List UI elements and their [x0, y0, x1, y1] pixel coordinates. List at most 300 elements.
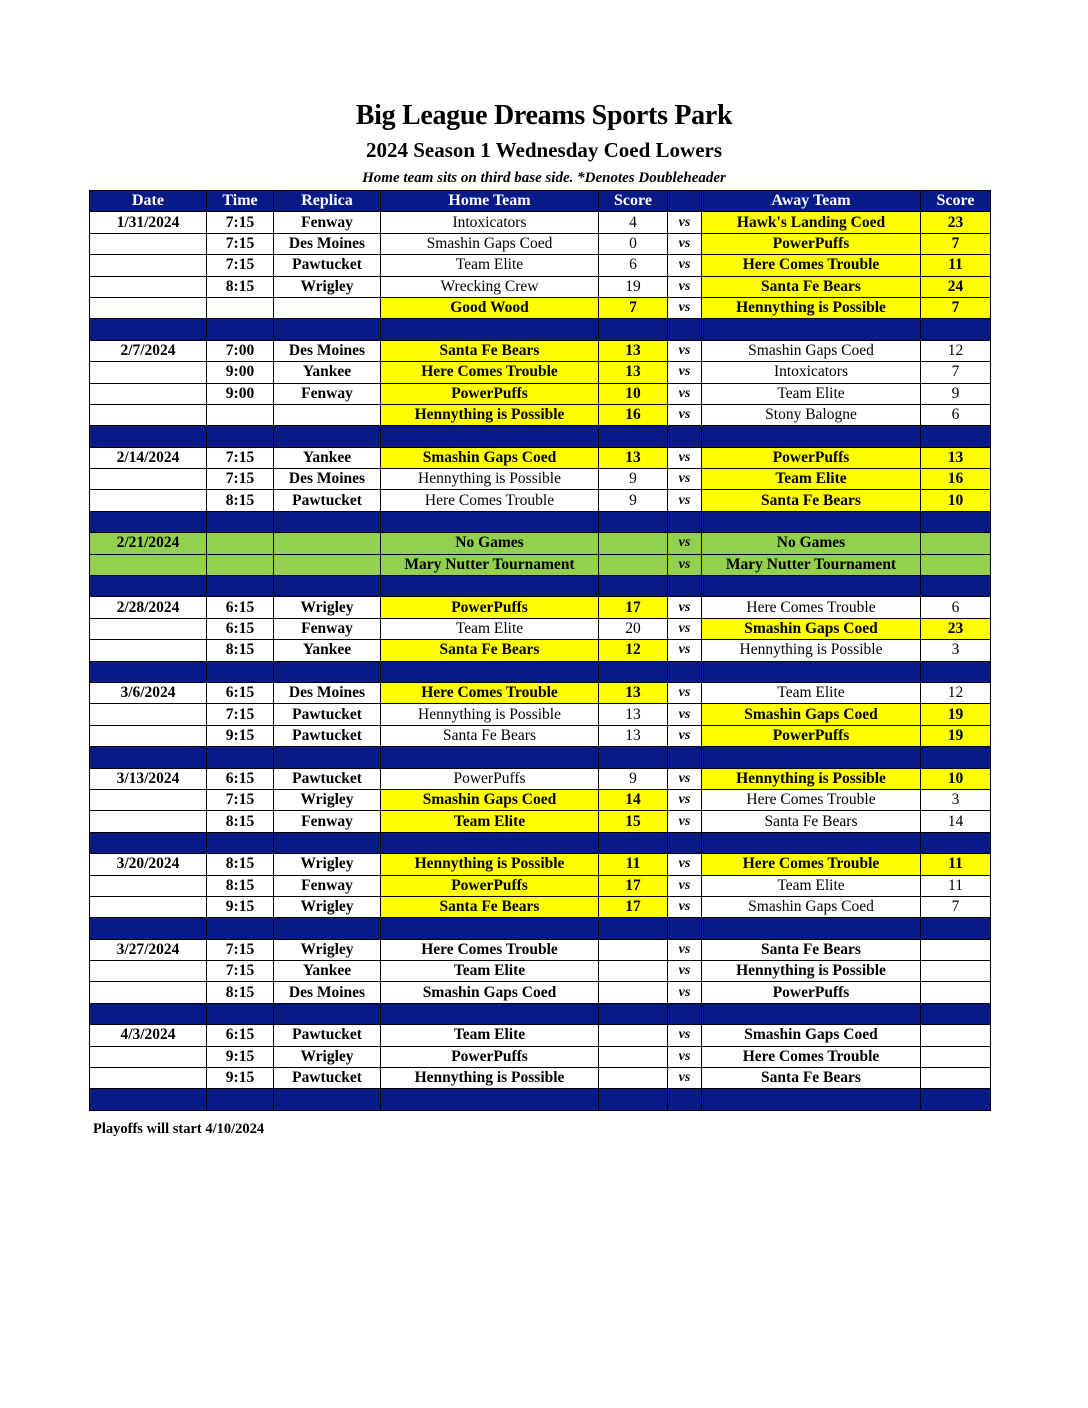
away-score-cell: 6	[921, 404, 991, 425]
away-team-cell: Here Comes Trouble	[702, 1046, 921, 1067]
home-team-cell: PowerPuffs	[381, 1046, 599, 1067]
vs-cell: vs	[668, 768, 702, 789]
away-score-cell: 23	[921, 618, 991, 639]
replica-cell: Wrigley	[274, 854, 381, 875]
vs-cell: vs	[668, 447, 702, 468]
home-score-cell	[599, 961, 668, 982]
home-team-cell: Team Elite	[381, 255, 599, 276]
away-team-cell: Here Comes Trouble	[702, 255, 921, 276]
date-cell	[90, 1046, 207, 1067]
date-cell: 2/21/2024	[90, 533, 207, 554]
vs-cell: vs	[668, 1025, 702, 1046]
date-cell	[90, 233, 207, 254]
separator-cell	[599, 319, 668, 340]
separator-row	[90, 1089, 991, 1110]
date-cell	[90, 383, 207, 404]
replica-cell: Yankee	[274, 447, 381, 468]
time-cell: 7:15	[207, 939, 274, 960]
separator-cell	[668, 832, 702, 853]
replica-cell	[274, 554, 381, 575]
separator-cell	[668, 747, 702, 768]
vs-cell: vs	[668, 640, 702, 661]
away-score-cell: 7	[921, 297, 991, 318]
home-team-cell: Santa Fe Bears	[381, 896, 599, 917]
separator-cell	[274, 832, 381, 853]
date-cell	[90, 255, 207, 276]
vs-cell: vs	[668, 704, 702, 725]
separator-cell	[921, 832, 991, 853]
away-team-cell: Santa Fe Bears	[702, 811, 921, 832]
away-score-cell: 7	[921, 233, 991, 254]
time-cell	[207, 533, 274, 554]
home-score-cell	[599, 1046, 668, 1067]
home-score-cell: 13	[599, 704, 668, 725]
separator-cell	[274, 426, 381, 447]
playoffs-note: Playoffs will start 4/10/2024	[93, 1121, 265, 1137]
game-row	[90, 768, 991, 789]
away-team-cell: Smashin Gaps Coed	[702, 1025, 921, 1046]
vs-cell: vs	[668, 1068, 702, 1089]
away-score-cell: 24	[921, 276, 991, 297]
home-team-cell: PowerPuffs	[381, 875, 599, 896]
separator-cell	[599, 511, 668, 532]
home-team-cell: Mary Nutter Tournament	[381, 554, 599, 575]
page-title: Big League Dreams Sports Park	[355, 100, 733, 131]
separator-cell	[599, 918, 668, 939]
no-games-row	[90, 554, 991, 575]
time-cell: 6:15	[207, 1025, 274, 1046]
time-cell: 6:15	[207, 682, 274, 703]
replica-cell: Yankee	[274, 961, 381, 982]
vs-cell: vs	[668, 276, 702, 297]
home-team-cell: Santa Fe Bears	[381, 340, 599, 361]
game-row	[90, 811, 991, 832]
separator-cell	[921, 576, 991, 597]
separator-cell	[90, 747, 207, 768]
no-games-row	[90, 533, 991, 554]
game-row	[90, 469, 991, 490]
separator-cell	[90, 511, 207, 532]
home-team-cell: Team Elite	[381, 811, 599, 832]
separator-cell	[702, 832, 921, 853]
separator-cell	[668, 1003, 702, 1024]
vs-cell: vs	[668, 854, 702, 875]
game-row	[90, 212, 991, 233]
away-score-cell: 7	[921, 362, 991, 383]
col-header-date: Date	[90, 191, 207, 212]
separator-cell	[207, 576, 274, 597]
vs-cell: vs	[668, 725, 702, 746]
time-cell: 8:15	[207, 811, 274, 832]
vs-cell: vs	[668, 362, 702, 383]
game-row	[90, 362, 991, 383]
home-team-cell: Smashin Gaps Coed	[381, 447, 599, 468]
away-score-cell	[921, 1046, 991, 1067]
separator-cell	[90, 832, 207, 853]
time-cell: 7:15	[207, 212, 274, 233]
replica-cell	[274, 297, 381, 318]
date-cell	[90, 704, 207, 725]
separator-cell	[274, 319, 381, 340]
away-team-cell: Stony Balogne	[702, 404, 921, 425]
vs-cell: vs	[668, 212, 702, 233]
time-cell: 8:15	[207, 640, 274, 661]
replica-cell: Pawtucket	[274, 704, 381, 725]
away-team-cell: Here Comes Trouble	[702, 854, 921, 875]
vs-cell: vs	[668, 875, 702, 896]
home-team-cell: Here Comes Trouble	[381, 362, 599, 383]
home-score-cell	[599, 1068, 668, 1089]
separator-cell	[599, 832, 668, 853]
time-cell	[207, 297, 274, 318]
date-cell: 3/6/2024	[90, 682, 207, 703]
time-cell: 7:15	[207, 447, 274, 468]
vs-cell: vs	[668, 490, 702, 511]
vs-cell: vs	[668, 297, 702, 318]
separator-cell	[702, 1089, 921, 1110]
time-cell: 9:15	[207, 896, 274, 917]
replica-cell: Wrigley	[274, 1046, 381, 1067]
away-team-cell: Hennything is Possible	[702, 640, 921, 661]
separator-cell	[702, 1003, 921, 1024]
separator-cell	[599, 576, 668, 597]
separator-cell	[702, 747, 921, 768]
time-cell: 9:00	[207, 362, 274, 383]
game-row	[90, 1068, 991, 1089]
home-score-cell: 4	[599, 212, 668, 233]
home-score-cell: 16	[599, 404, 668, 425]
time-cell: 7:15	[207, 255, 274, 276]
time-cell	[207, 404, 274, 425]
game-row	[90, 961, 991, 982]
game-row	[90, 789, 991, 810]
separator-cell	[599, 661, 668, 682]
date-cell	[90, 618, 207, 639]
home-team-cell: No Games	[381, 533, 599, 554]
home-score-cell: 11	[599, 854, 668, 875]
away-score-cell: 13	[921, 447, 991, 468]
vs-cell: vs	[668, 533, 702, 554]
game-row	[90, 597, 991, 618]
home-score-cell	[599, 554, 668, 575]
separator-cell	[599, 747, 668, 768]
time-cell: 7:15	[207, 789, 274, 810]
separator-row	[90, 576, 991, 597]
separator-cell	[90, 1089, 207, 1110]
away-team-cell: Smashin Gaps Coed	[702, 896, 921, 917]
time-cell: 7:15	[207, 961, 274, 982]
home-score-cell	[599, 1025, 668, 1046]
separator-cell	[921, 319, 991, 340]
separator-cell	[207, 1089, 274, 1110]
home-score-cell: 13	[599, 340, 668, 361]
game-row	[90, 297, 991, 318]
separator-cell	[921, 426, 991, 447]
separator-cell	[921, 511, 991, 532]
game-row	[90, 640, 991, 661]
separator-cell	[381, 918, 599, 939]
replica-cell: Wrigley	[274, 939, 381, 960]
separator-row	[90, 1003, 991, 1024]
away-team-cell: No Games	[702, 533, 921, 554]
vs-cell: vs	[668, 1046, 702, 1067]
away-team-cell: Santa Fe Bears	[702, 939, 921, 960]
replica-cell: Pawtucket	[274, 255, 381, 276]
date-cell	[90, 469, 207, 490]
page-subtitle: 2024 Season 1 Wednesday Coed Lowers	[365, 138, 723, 162]
time-cell: 9:15	[207, 1046, 274, 1067]
time-cell: 7:15	[207, 469, 274, 490]
away-score-cell: 11	[921, 875, 991, 896]
away-team-cell: Intoxicators	[702, 362, 921, 383]
date-cell	[90, 404, 207, 425]
replica-cell: Des Moines	[274, 340, 381, 361]
vs-cell: vs	[668, 554, 702, 575]
separator-cell	[599, 1003, 668, 1024]
replica-cell: Pawtucket	[274, 725, 381, 746]
date-cell	[90, 554, 207, 575]
home-team-cell: Wrecking Crew	[381, 276, 599, 297]
date-cell	[90, 297, 207, 318]
separator-cell	[702, 319, 921, 340]
date-cell: 3/20/2024	[90, 854, 207, 875]
away-score-cell: 19	[921, 725, 991, 746]
game-row	[90, 982, 991, 1003]
away-team-cell: Smashin Gaps Coed	[702, 704, 921, 725]
replica-cell: Wrigley	[274, 276, 381, 297]
separator-cell	[381, 747, 599, 768]
time-cell: 9:15	[207, 1068, 274, 1089]
away-score-cell: 9	[921, 383, 991, 404]
col-header-away-team: Away Team	[702, 191, 921, 212]
separator-cell	[274, 747, 381, 768]
separator-cell	[668, 511, 702, 532]
replica-cell: Fenway	[274, 811, 381, 832]
date-cell	[90, 982, 207, 1003]
game-row	[90, 447, 991, 468]
away-score-cell	[921, 533, 991, 554]
game-row	[90, 233, 991, 254]
away-score-cell	[921, 961, 991, 982]
time-cell: 8:15	[207, 490, 274, 511]
separator-cell	[207, 1003, 274, 1024]
date-cell: 2/7/2024	[90, 340, 207, 361]
away-score-cell: 11	[921, 854, 991, 875]
away-team-cell: Hawk's Landing Coed	[702, 212, 921, 233]
away-team-cell: Hennything is Possible	[702, 961, 921, 982]
separator-row	[90, 832, 991, 853]
date-cell: 1/31/2024	[90, 212, 207, 233]
away-score-cell: 12	[921, 340, 991, 361]
separator-cell	[381, 661, 599, 682]
time-cell: 6:15	[207, 618, 274, 639]
time-cell: 8:15	[207, 854, 274, 875]
replica-cell: Fenway	[274, 618, 381, 639]
separator-cell	[702, 426, 921, 447]
col-header-vs	[668, 191, 702, 212]
vs-cell: vs	[668, 982, 702, 1003]
separator-cell	[921, 661, 991, 682]
game-row	[90, 1025, 991, 1046]
separator-cell	[381, 319, 599, 340]
home-score-cell: 13	[599, 682, 668, 703]
separator-cell	[274, 511, 381, 532]
separator-cell	[921, 1003, 991, 1024]
game-row	[90, 255, 991, 276]
game-row	[90, 404, 991, 425]
separator-cell	[207, 511, 274, 532]
separator-cell	[702, 918, 921, 939]
away-team-cell: Team Elite	[702, 469, 921, 490]
replica-cell: Pawtucket	[274, 1025, 381, 1046]
separator-cell	[702, 661, 921, 682]
game-row	[90, 383, 991, 404]
replica-cell: Des Moines	[274, 469, 381, 490]
separator-cell	[381, 1003, 599, 1024]
home-team-cell: Here Comes Trouble	[381, 682, 599, 703]
away-team-cell: Team Elite	[702, 875, 921, 896]
separator-cell	[381, 832, 599, 853]
date-cell	[90, 362, 207, 383]
col-header-time: Time	[207, 191, 274, 212]
separator-cell	[90, 1003, 207, 1024]
schedule-table	[89, 190, 991, 1111]
game-row	[90, 340, 991, 361]
separator-cell	[274, 576, 381, 597]
home-score-cell: 17	[599, 896, 668, 917]
replica-cell	[274, 404, 381, 425]
separator-cell	[381, 426, 599, 447]
date-cell: 3/27/2024	[90, 939, 207, 960]
away-team-cell: Team Elite	[702, 682, 921, 703]
replica-cell: Des Moines	[274, 682, 381, 703]
time-cell: 8:15	[207, 276, 274, 297]
time-cell: 8:15	[207, 875, 274, 896]
away-score-cell: 10	[921, 490, 991, 511]
home-score-cell	[599, 533, 668, 554]
home-team-cell: Good Wood	[381, 297, 599, 318]
replica-cell: Fenway	[274, 875, 381, 896]
vs-cell: vs	[668, 255, 702, 276]
col-header-replica: Replica	[274, 191, 381, 212]
away-team-cell: Team Elite	[702, 383, 921, 404]
game-row	[90, 854, 991, 875]
time-cell: 7:00	[207, 340, 274, 361]
away-team-cell: PowerPuffs	[702, 233, 921, 254]
home-team-cell: Here Comes Trouble	[381, 939, 599, 960]
home-score-cell: 12	[599, 640, 668, 661]
away-team-cell: PowerPuffs	[702, 447, 921, 468]
separator-row	[90, 918, 991, 939]
away-team-cell: Mary Nutter Tournament	[702, 554, 921, 575]
away-team-cell: Santa Fe Bears	[702, 490, 921, 511]
date-cell	[90, 640, 207, 661]
date-cell	[90, 811, 207, 832]
vs-cell: vs	[668, 618, 702, 639]
home-team-cell: Team Elite	[381, 961, 599, 982]
home-team-cell: Hennything is Possible	[381, 854, 599, 875]
schedule-note: Home team sits on third base side. *Denotes Doubleheader	[362, 170, 726, 186]
vs-cell: vs	[668, 896, 702, 917]
home-team-cell: PowerPuffs	[381, 383, 599, 404]
home-team-cell: Smashin Gaps Coed	[381, 233, 599, 254]
separator-row	[90, 319, 991, 340]
away-score-cell	[921, 982, 991, 1003]
game-row	[90, 704, 991, 725]
separator-cell	[274, 661, 381, 682]
header-row	[90, 191, 991, 212]
game-row	[90, 896, 991, 917]
home-score-cell: 19	[599, 276, 668, 297]
replica-cell: Des Moines	[274, 233, 381, 254]
time-cell	[207, 554, 274, 575]
separator-cell	[90, 319, 207, 340]
separator-cell	[90, 426, 207, 447]
date-cell	[90, 875, 207, 896]
separator-cell	[90, 576, 207, 597]
replica-cell: Pawtucket	[274, 1068, 381, 1089]
vs-cell: vs	[668, 789, 702, 810]
separator-cell	[207, 918, 274, 939]
home-team-cell: Team Elite	[381, 1025, 599, 1046]
separator-cell	[921, 1089, 991, 1110]
date-cell: 3/13/2024	[90, 768, 207, 789]
game-row	[90, 618, 991, 639]
separator-cell	[381, 1089, 599, 1110]
away-score-cell: 6	[921, 597, 991, 618]
home-score-cell: 0	[599, 233, 668, 254]
home-score-cell	[599, 939, 668, 960]
game-row	[90, 939, 991, 960]
separator-cell	[381, 576, 599, 597]
separator-cell	[668, 1089, 702, 1110]
replica-cell: Pawtucket	[274, 490, 381, 511]
replica-cell: Fenway	[274, 383, 381, 404]
replica-cell: Yankee	[274, 362, 381, 383]
home-score-cell: 9	[599, 469, 668, 490]
away-score-cell: 12	[921, 682, 991, 703]
separator-cell	[207, 832, 274, 853]
home-score-cell: 13	[599, 725, 668, 746]
separator-cell	[921, 747, 991, 768]
home-team-cell: Smashin Gaps Coed	[381, 789, 599, 810]
away-score-cell: 23	[921, 212, 991, 233]
home-score-cell: 14	[599, 789, 668, 810]
home-score-cell	[599, 982, 668, 1003]
separator-row	[90, 511, 991, 532]
col-header-home-team: Home Team	[381, 191, 599, 212]
separator-cell	[668, 661, 702, 682]
home-score-cell: 6	[599, 255, 668, 276]
away-score-cell: 7	[921, 896, 991, 917]
time-cell: 6:15	[207, 597, 274, 618]
home-team-cell: Hennything is Possible	[381, 469, 599, 490]
away-score-cell: 11	[921, 255, 991, 276]
home-score-cell: 17	[599, 875, 668, 896]
home-score-cell: 9	[599, 490, 668, 511]
separator-cell	[668, 426, 702, 447]
date-cell: 2/14/2024	[90, 447, 207, 468]
away-score-cell	[921, 554, 991, 575]
vs-cell: vs	[668, 597, 702, 618]
time-cell: 7:15	[207, 704, 274, 725]
away-team-cell: Here Comes Trouble	[702, 789, 921, 810]
date-cell	[90, 490, 207, 511]
game-row	[90, 725, 991, 746]
home-team-cell: Santa Fe Bears	[381, 725, 599, 746]
date-cell: 4/3/2024	[90, 1025, 207, 1046]
away-team-cell: PowerPuffs	[702, 982, 921, 1003]
